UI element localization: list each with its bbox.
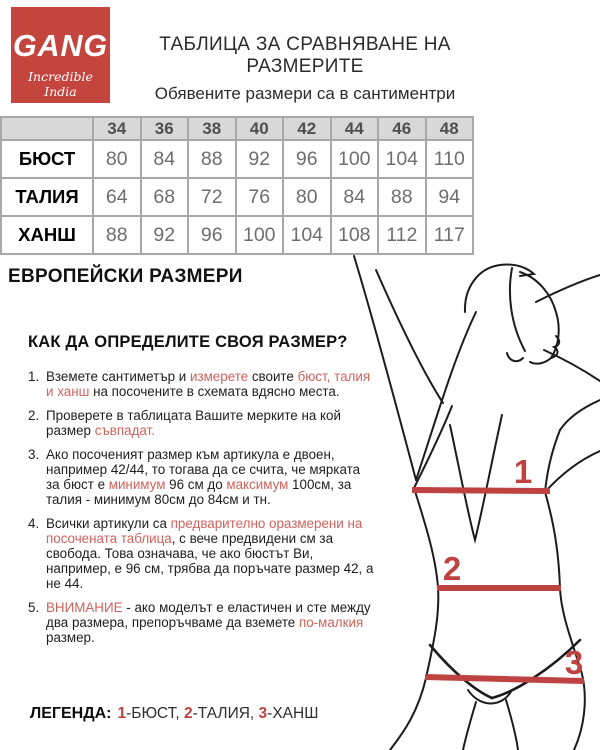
hip-label: 3 [564,644,584,681]
measure-label: БЮСТ [1,140,93,178]
size-comparison-table [0,116,474,255]
instruction-text [46,447,375,507]
size-value: 104 [378,140,426,178]
size-value: 112 [378,216,426,254]
figure-outline [354,256,600,750]
size-value: 94 [426,178,474,216]
size-column-header: 38 [188,117,236,140]
instruction-number: 2. [28,408,40,423]
instruction-text [46,369,375,399]
legend-label: ЛЕГЕНДА: [30,705,112,722]
size-value: 100 [331,140,379,178]
instruction-text [46,408,375,438]
brand-tagline: Incredible India [28,69,93,99]
size-column-header: 42 [283,117,331,140]
size-value: 88 [188,140,236,178]
measure-label: ТАЛИЯ [1,178,93,216]
size-table-row [1,216,473,254]
instruction-text [46,600,375,645]
legend-number: 2 [183,705,193,722]
size-table-corner-cell [1,117,93,140]
text-segment: максимум [226,477,289,492]
text-segment: измерете [189,369,249,384]
instructions-list [28,369,375,654]
text-segment: своите [248,369,298,384]
text-segment: Всички артикули са [46,516,171,531]
hip-measure-line [425,677,584,681]
size-table-row [1,140,473,178]
measurement-figure [340,250,600,750]
instruction-item [28,600,375,645]
legend-number: 3 [258,705,268,722]
legend-text: -ТАЛИЯ, [192,705,259,722]
instruction-number: 1. [28,369,40,384]
instruction-item [28,516,375,591]
size-value: 100 [236,216,284,254]
size-value: 96 [283,140,331,178]
size-column-header: 40 [236,117,284,140]
instruction-item [28,447,375,507]
legend [30,705,318,723]
bust-label: 1 [513,453,533,490]
size-value: 84 [331,178,379,216]
size-table-body [1,140,473,254]
size-value: 92 [236,140,284,178]
bust-measure-line [412,490,550,491]
size-column-header: 48 [426,117,474,140]
text-segment: - ако моделът е еластичен и сте между два размера, препоръчваме да вземете [46,600,371,630]
text-segment: Ако посоченият размер към артикула е двоен, например 42/44, то тогава да се счита, че мярката за бюст е [46,447,361,492]
instruction-number: 5. [28,600,40,615]
size-value: 88 [378,178,426,216]
size-column-header: 34 [93,117,141,140]
text-segment: 96 см до [165,477,227,492]
size-value: 84 [141,140,189,178]
size-value: 76 [236,178,284,216]
size-value: 92 [141,216,189,254]
size-value: 104 [283,216,331,254]
size-value: 80 [283,178,331,216]
text-segment: предварително оразмерени на посочената таблица [46,516,363,546]
instruction-text [46,516,375,591]
size-value: 80 [93,140,141,178]
instruction-number: 3. [28,447,40,462]
instruction-item [28,408,375,438]
text-segment: Вземете сантиметър и [46,369,190,384]
waist-label: 2 [442,550,462,587]
brand-name: GANG [12,28,109,63]
text-segment: ВНИМАНИЕ [46,600,123,615]
size-table [0,116,474,255]
text-segment: Проверете в таблицата Вашите мерките на кой размер [46,408,341,438]
instruction-item [28,369,375,399]
legend-number: 1 [117,705,127,722]
size-column-header: 46 [378,117,426,140]
size-value: 110 [426,140,474,178]
text-segment: по-малкия [298,615,364,630]
header [100,34,510,104]
size-column-header: 44 [331,117,379,140]
page-subtitle: Обявените размери са в сантиментри [154,84,456,103]
page-title: ТАБЛИЦА ЗА СРАВНЯВАНЕ НА РАЗМЕРИТЕ [159,34,451,77]
legend-text: -БЮСТ, [126,705,184,722]
brand-logo [11,7,110,103]
european-sizes-heading: ЕВРОПЕЙСКИ РАЗМЕРИ [8,266,243,287]
text-segment: на посочените в схемата вдясно места. [89,384,340,399]
size-value: 72 [188,178,236,216]
size-column-header: 36 [141,117,189,140]
legend-text: -ХАНШ [267,705,319,722]
size-value: 68 [141,178,189,216]
text-segment: , с вече предвидени см за свобода. Това означава, че ако бюстът Ви, например, е 96 см, трябва да поръчате размер 42, а не 44. [46,531,374,591]
text-segment: 100см, за талия - минимум 80см до 84см и тн. [46,477,352,507]
text-segment: минимум [108,477,166,492]
text-segment: бюст, талия и ханш [46,369,371,399]
how-to-heading: КАК ДА ОПРЕДЕЛИТЕ СВОЯ РАЗМЕР? [28,333,348,351]
size-value: 64 [93,178,141,216]
size-value: 108 [331,216,379,254]
size-value: 117 [426,216,474,254]
size-table-head-row [1,117,473,140]
text-segment: съвпадат. [94,423,155,438]
size-table-row [1,178,473,216]
text-segment: размер. [46,630,95,645]
size-value: 96 [188,216,236,254]
size-table-head [1,117,473,140]
instruction-number: 4. [28,516,40,531]
measure-label: ХАНШ [1,216,93,254]
legend-entries [117,705,318,722]
size-value: 88 [93,216,141,254]
